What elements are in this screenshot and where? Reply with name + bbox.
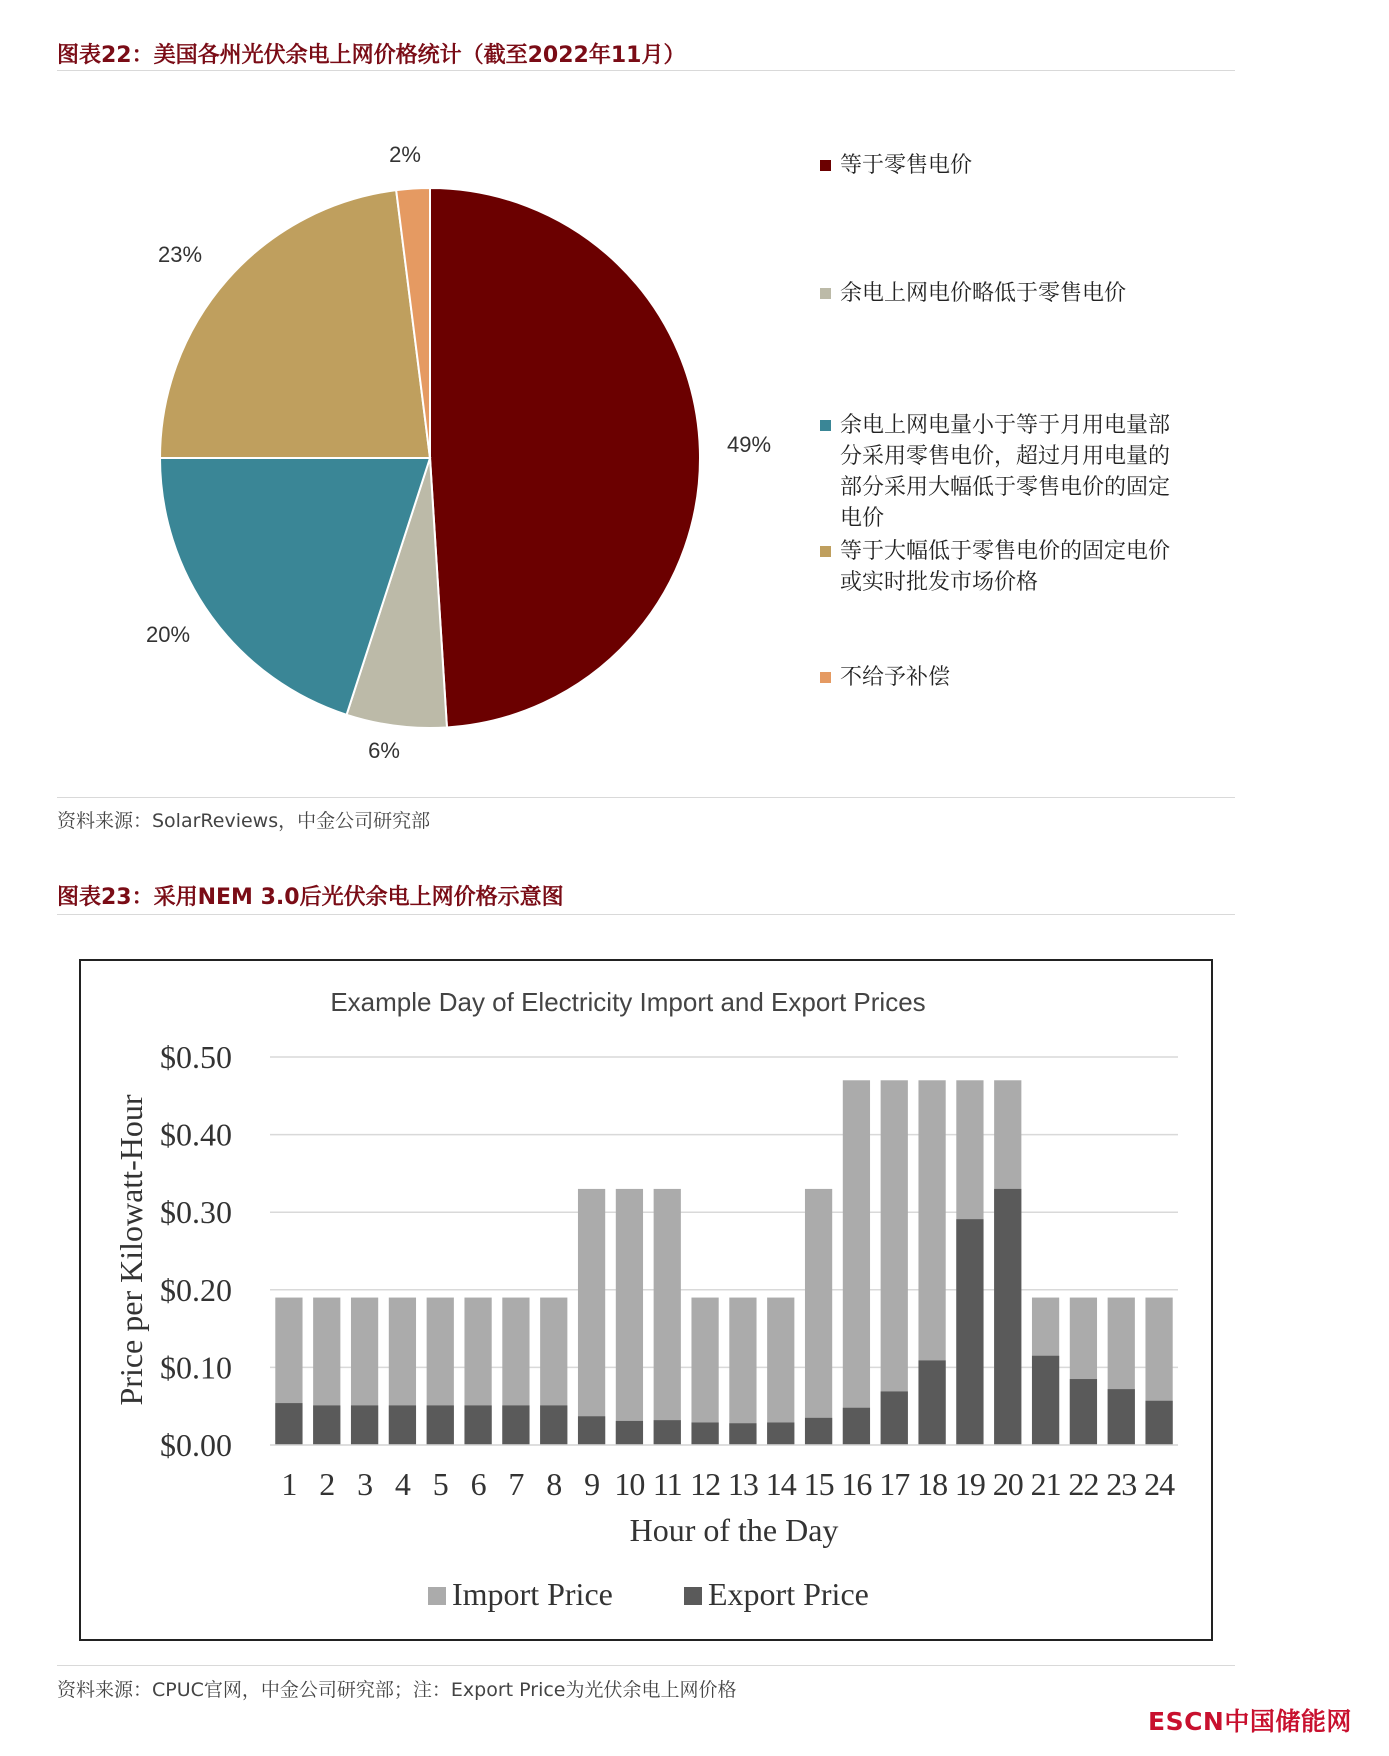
export-price-bar [616, 1421, 643, 1445]
x-tick-label: 5 [432, 1466, 448, 1502]
x-tick-label: 15 [803, 1466, 834, 1502]
x-tick-label: 21 [1030, 1466, 1061, 1502]
figure23-title-rule [57, 914, 1235, 915]
figure22-title-rule [57, 70, 1235, 71]
legend-swatch [820, 160, 831, 171]
pie-slice [157, 190, 430, 458]
chart-title: Example Day of Electricity Import and Export Prices [330, 987, 926, 1017]
x-axis-label: Hour of the Day [629, 1512, 839, 1548]
pie-data-label: 20% [145, 622, 191, 647]
figure23-title: 图表23：采用NEM 3.0后光伏余电上网价格示意图 [57, 885, 564, 910]
x-tick-label: 3 [357, 1466, 373, 1502]
figure23-bottom-rule [57, 1665, 1235, 1666]
y-axis-label: Price per Kilowatt-Hour [113, 1094, 149, 1406]
y-tick-label: $0.00 [160, 1427, 232, 1463]
y-tick-label: $0.10 [160, 1349, 232, 1386]
export-price-bar [427, 1405, 454, 1445]
export-price-bar [881, 1391, 908, 1445]
legend-swatch [820, 546, 831, 557]
x-tick-label: 16 [841, 1466, 872, 1502]
x-tick-label: 11 [652, 1466, 682, 1502]
x-tick-label: 17 [879, 1466, 910, 1502]
pie-legend-item [820, 536, 1220, 598]
export-price-bar [464, 1405, 491, 1445]
export-price-bar [994, 1189, 1021, 1445]
export-price-bar [767, 1422, 794, 1445]
export-price-bar [540, 1405, 567, 1445]
legend-label: 等于零售电价 [840, 153, 973, 178]
x-tick-label: 12 [690, 1466, 721, 1502]
x-tick-label: 19 [954, 1466, 985, 1502]
x-tick-label: 18 [917, 1466, 948, 1502]
import-price-bar [729, 1298, 756, 1445]
export-price-bar [578, 1416, 605, 1445]
export-price-bar [1070, 1379, 1097, 1445]
export-price-bar [918, 1360, 945, 1445]
x-tick-label: 7 [508, 1466, 524, 1502]
import-price-bar [616, 1189, 643, 1445]
pie-legend-item [820, 662, 1220, 693]
export-price-bar [654, 1420, 681, 1445]
import-price-bar [805, 1189, 832, 1445]
legend-label: 等于大幅低于零售电价的固定电价 或实时批发市场价格 [840, 539, 1171, 595]
export-price-bar [389, 1405, 416, 1445]
x-tick-label: 14 [765, 1466, 796, 1502]
export-price-bar [313, 1405, 340, 1445]
export-price-bar [1108, 1389, 1135, 1445]
x-tick-label: 23 [1106, 1466, 1137, 1502]
figure23-source: 资料来源：CPUC官网，中金公司研究部；注：Export Price为光伏余电上网价格 [57, 1679, 737, 1701]
y-tick-label: $0.30 [160, 1194, 232, 1231]
x-tick-label: 13 [727, 1466, 758, 1502]
export-price-bar [502, 1405, 529, 1445]
figure22-source: 资料来源：SolarReviews，中金公司研究部 [57, 810, 431, 832]
pie-data-label: 49% [726, 432, 772, 457]
export-price-bar [729, 1423, 756, 1445]
bar-chart [0, 950, 1389, 1650]
legend-swatch [820, 288, 831, 299]
legend-swatch [820, 420, 831, 431]
x-tick-label: 10 [614, 1466, 645, 1502]
export-price-bar [351, 1405, 378, 1445]
bar-legend-label: Export Price [708, 1576, 869, 1612]
legend-label: 余电上网电量小于等于月用电量部 分采用零售电价，超过月用电量的 部分采用大幅低于零售电价的固定 电价 [840, 413, 1171, 531]
pie-data-label: 6% [368, 738, 400, 763]
pie-data-label: 23% [157, 242, 203, 267]
import-price-bar [578, 1189, 605, 1445]
import-price-bar [654, 1189, 681, 1445]
x-tick-label: 8 [546, 1466, 562, 1502]
import-price-bar [881, 1080, 908, 1445]
x-tick-label: 4 [394, 1466, 410, 1502]
y-tick-label: $0.40 [160, 1116, 232, 1153]
legend-label: 不给予补偿 [840, 665, 951, 690]
export-price-bar [843, 1408, 870, 1445]
x-tick-label: 20 [992, 1466, 1023, 1502]
export-price-bar [805, 1418, 832, 1445]
export-price-bar [956, 1219, 983, 1445]
bar-legend-swatch [428, 1587, 446, 1605]
export-price-bar [1145, 1401, 1172, 1445]
bar-legend-label: Import Price [452, 1576, 613, 1612]
pie-legend-item [820, 278, 1220, 309]
figure22-title: 图表22：美国各州光伏余电上网价格统计（截至2022年11月） [57, 43, 686, 68]
import-price-bar [843, 1080, 870, 1445]
bar-legend-swatch [684, 1587, 702, 1605]
pie-legend-item [820, 150, 1220, 181]
x-tick-label: 6 [470, 1466, 486, 1502]
x-tick-label: 22 [1068, 1466, 1099, 1502]
y-tick-label: $0.50 [160, 1039, 232, 1075]
export-price-bar [691, 1422, 718, 1445]
export-price-bar [275, 1403, 302, 1445]
pie-legend-item [820, 410, 1220, 534]
figure22-bottom-rule [57, 797, 1235, 798]
export-price-bar [1032, 1356, 1059, 1445]
pie-data-label: 2% [389, 142, 421, 167]
y-tick-label: $0.20 [160, 1271, 232, 1308]
x-tick-label: 2 [319, 1466, 335, 1502]
legend-swatch [820, 672, 831, 683]
x-tick-label: 1 [281, 1466, 297, 1502]
pie-slice [430, 188, 700, 727]
x-tick-label: 24 [1144, 1466, 1175, 1502]
legend-label: 余电上网电价略低于零售电价 [840, 281, 1127, 306]
x-tick-label: 9 [584, 1466, 600, 1502]
escn-watermark: ESCN中国储能网 [1148, 1707, 1352, 1736]
